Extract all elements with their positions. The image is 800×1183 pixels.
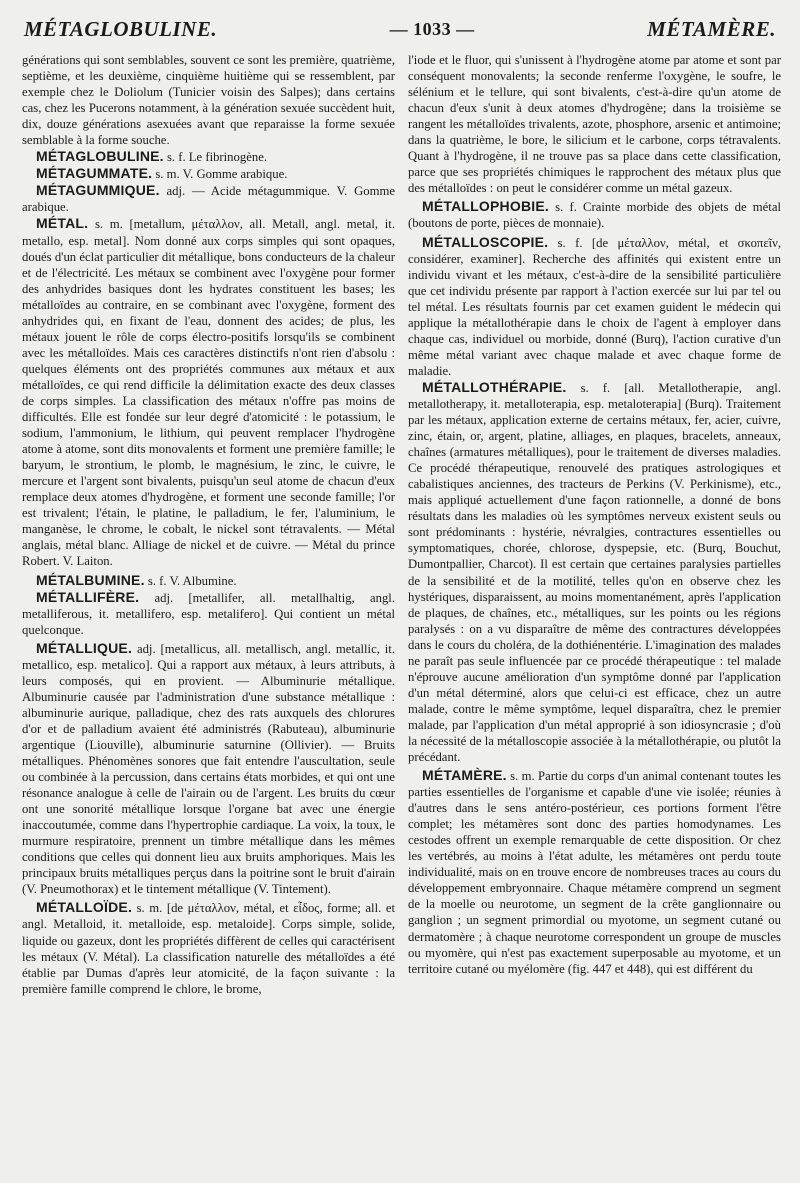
entry-metallifere (22, 589, 395, 638)
entry-metalloide (22, 899, 395, 996)
entry-headword: MÉTALLOTHÉRAPIE. (422, 378, 567, 395)
entry-headword: MÉTALLOPHOBIE. (422, 198, 549, 215)
left-column (22, 52, 395, 1170)
entry-text: adj. [metallifer, all. metallhaltig, angl. metalliferous, it. metallifero, esp. metalifero]. Qui contient un métal quelconque. (22, 590, 395, 637)
entry-metalbumine (22, 572, 395, 589)
entry-text: s. m. V. Gomme arabique. (152, 167, 288, 182)
header-left-headword: MÉTAGLOBULINE. (24, 16, 218, 41)
entry-text: s. f. [de μέταλλον, métal, et σκοπεῖν, considérer, examiner]. Recherche des affinités qui existent entre un individu vivant et les métaux, c'est-à-dire de la sensibilité particulière que cet individu présente par rapport à l'action exercée sur lui par tel ou tel métal. Les résultats fournis par cet examen guident le médecin qui applique la métallothérapie dans le choix de l'agent à employer dans chaque cas, individuel ou morbide, donné (Burq), l'action curative d'un même métal variant avec chaque malade et avec chaque forme de maladie. (408, 235, 781, 378)
right-column (408, 52, 781, 1170)
entry-headword: MÉTAL. (36, 215, 89, 232)
entry-headword: MÉTALLIQUE. (36, 639, 133, 656)
entry-metal (22, 215, 395, 569)
entry-text: s. f. Le fibrinogène. (163, 150, 267, 165)
entry-headword: MÉTAGLOBULINE. (36, 148, 164, 165)
entry-text: s. m. Partie du corps d'un animal contenant toutes les parties essentielles de l'organisme et capable d'une vie isolée; réunies à d'autres dans le sens antéro-postérieur, ces portions forment l'être complet; les métamères sont donc des parties homodynames. Les cestodes offrent un exemple remarquable de cette disposition. Or chez les vertébrés, au moins à l'état adulte, les métamères ont perdu toute individualité, mais on en trouve encore de nombreuses traces au cours du développement embryonnaire. Chaque métamère comprend un segment de la moelle ou neurotome, un segment de la crête ganglionnaire ou ganglion ; un segment primordial ou myotome, un segment cutané ou dermatomère ; à chaque neurotome correspondent un groupe de muscles ou myomère, qui n'est pas exactement superposable au myotome, et un territoire cutané ou myélomère (fig. 447 et 448), qui est différent du (408, 769, 781, 976)
entry-metagummate (22, 165, 395, 182)
page-number: — 1033 — (389, 18, 475, 39)
entry-headword: MÉTAGUMMIQUE. (36, 182, 160, 199)
entry-continuation: générations qui sont semblables, souvent ce sont les première, quatrième, septième, et les deuxième, cinquième huitième qui se ressemblent, par exemple chez le Doliolum (Tunicier voisin des Salpes); dans certains cas, chez les Pucerons notamment, à la génération sexuée succèdent huit, dix, douze générations asexuées avant que reparaisse la forme sexuée semblable à la forme souche. (22, 53, 395, 148)
entry-headword: MÉTALBUMINE. (36, 571, 145, 588)
entry-metamere (408, 767, 781, 977)
entry-metaglobuline (22, 148, 395, 165)
entry-headword: MÉTAMÈRE. (422, 767, 507, 784)
entry-metalloscopie (408, 234, 781, 379)
entry-metagummique (22, 182, 395, 215)
entry-text: s. m. [de μέταλλον, métal, et εἶδος, forme; all. et angl. Metalloid, it. metalloide, esp. metaloide]. Corps simple, solide, liquide ou gazeux, dont les propriétés diffèrent de celles qui caractérisent les métaux (V. Métal). La classification naturelle des métalloïdes a été établie par Dumas d'après leur atomicité, de la façon suivante : la première famille comprend le chlore, le brome, (22, 901, 395, 996)
entry-metallophobie (408, 198, 781, 231)
entry-text: s. m. [metallum, μέταλλον, all. Metall, angl. metal, it. metallo, esp. metal]. Nom donné aux corps simples qui sont opaques, doués d'un éclat particulier dit métallique, bons conducteurs de la chaleur et de l'électricité. Les métaux se combinent avec l'oxygène pour former des anhydrides basiques dont les hydrates constituent les bases; les métalloïdes au contraire, en se combinant avec l'oxygène, forment des anhydrides qui, en fixant de l'eau, donnent des acides; de plus, les métaux jouent le rôle de corps électro-positifs lorsqu'ils se combinent avec les métalloïdes. Mais ces caractères distinctifs n'ont rien d'absolu : quelques éléments ont des propriétés communes aux métaux et aux métalloïdes, ce qui rend difficile la délimitation exacte des deux classes de corps simples. La classification des métaux n'offre pas moins de difficultés. Elle est fondée sur leur degré d'atomicité : le potassium, le sodium, l'ammonium, le lithium, qui peuvent remplacer l'hydrogène atome à atome, sont dits monovalents et forment une première famille; le baryum, le strontium, le plomb, le magnésium, le zinc, le cuivre, le mercure et l'argent sont bivalents, puisqu'un seul atome de chacun d'eux remplace deux atomes d'hydrogène, et forment une seconde famille; l'or est trivalent; l'étain, le platine, le palladium, le fer, l'aluminium, le manganèse, le chrome, le cobalt, le nickel sont tétravalents. — Métal anglais, métal blanc. Alliage de nickel et de cuivre. — Métal du prince Robert. V. Laiton. (22, 217, 395, 569)
header-right-headword: MÉTAMÈRE. (647, 16, 776, 41)
entry-text: s. f. [all. Metallotherapie, angl. metallotherapy, it. metalloterapia, esp. metaloterapia] (Burq). Traitement par les métaux, application externe de certains métaux, fer, acier, cuivre, zinc, étain, or, argent, platine, alliages, en plaques, bracelets, anneaux, chaînes (armatures métalliques), pour le traitement de diverses maladies. Ce procédé thérapeutique, renouvelé des pratiques astrologiques et cabalistiques anciennes, des tracteurs de Perkins (V. Perkinisme), etc., mais appliqué actuellement d'une façon rationnelle, a donné de bons résultats dans les maladies où les symptômes nerveux existent seuls ou sont prédominants : hystérie, névralgies, contractures essentielles ou symptomatiques, chorée, chlorose, dyspepsie, etc. (Burq, Bouchut, Dumontpallier, Charcot). Il est certain que certaines paralysies partielles de la sensibilité et de la motilité, telles qu'on en observe chez les hystériques, disparaissent, au moins momentanément, après l'application de plaques, de chaînes, etc., métalliques, sur les points ou les régions paralysés : on a vu disparaître de même des contractures développées dans le cours du choléra, de la dothiénentérie. L'imagination des malades ne paraît pas seule influencée par ce procédé thérapeutique : tel malade n'éprouve aucune amélioration d'un symptôme donné par l'application d'un métal déterminé, alors que celui-ci est efficace, chez un autre malade, contre le même symptôme, lequel disparaîtra, chez le premier malade, par l'application d'un métal approprié à son idiosyncrasie ; d'où la nécessité de la métalloscopie associée à la métallothérapie, ou plutôt la précédant. (408, 380, 781, 765)
entry-metallique (22, 640, 395, 898)
entry-continuation: l'iode et le fluor, qui s'unissent à l'hydrogène atome par atome et sont par conséquent monovalents; la seconde renferme l'oxygène, le soufre, le sélénium et le tellure, qui sont bivalents, c'est-à-dire qu'un atome de chacun d'eux s'unit à deux atomes d'hydrogène; dans la troisième se rangent les métalloïdes trivalents, azote, phosphore, arsenic et antimoine; dans la quatrième, le bore, le silicium et le carbone, corps tétravalents. Quant à l'hydrogène, il ne trouve pas sa place dans cette classification, parce que ses propriétés chimiques le rapprochent des métaux plus que des métalloïdes : on peut le considérer comme un métal gazeux. (408, 53, 781, 196)
entry-headword: MÉTAGUMMATE. (36, 165, 153, 182)
entry-text: adj. [metallicus, all. metallisch, angl. metallic, it. metallico, esp. metalico]. Qui a rapport aux métaux, à leurs attributs, à leurs composés, qui en provient. — Albuminurie métallique. Albuminurie causée par l'administration d'une substance métallique : albuminurie aurique, palladique, chez des rats auxquels des chlorures d'or et de palladium avaient été administrés (Rabuteau), albuminurie argentique (Liouville), albuminurie saturnine (Ollivier). — Bruits métalliques. Phénomènes sonores que fait entendre l'auscultation, seule ou combinée à la percussion, dans certains états morbides, et qui ont une résonance analogue à celle de l'airain ou de l'argent. Les bruits du cœur ont une sonorité métallique lorsque l'organe bat avec une énergie inaccoutumée, comme dans l'hypertrophie cardiaque. La voix, la toux, le murmure respiratoire, prennent un timbre métallique dans les mêmes conditions que celles qui donnent lieu aux bruits amphoriques. Mais les principaux bruits métalliques perçus dans la poitrine sont le bruit d'airain (V. Pneumothorax) et le tintement métallique (V. Tintement). (22, 641, 395, 897)
page-header (24, 14, 776, 44)
entry-text: adj. — Acide métagummique. V. Gomme arabique. (22, 184, 395, 215)
entry-headword: MÉTALLOÏDE. (36, 899, 133, 916)
entry-headword: MÉTALLIFÈRE. (36, 588, 140, 605)
entry-headword: MÉTALLOSCOPIE. (422, 233, 549, 250)
entry-metallotherapie (408, 379, 781, 765)
entry-text: s. f. Crainte morbide des objets de métal (boutons de porte, pièces de monnaie). (408, 200, 781, 231)
entry-text: s. f. V. Albumine. (144, 573, 237, 588)
